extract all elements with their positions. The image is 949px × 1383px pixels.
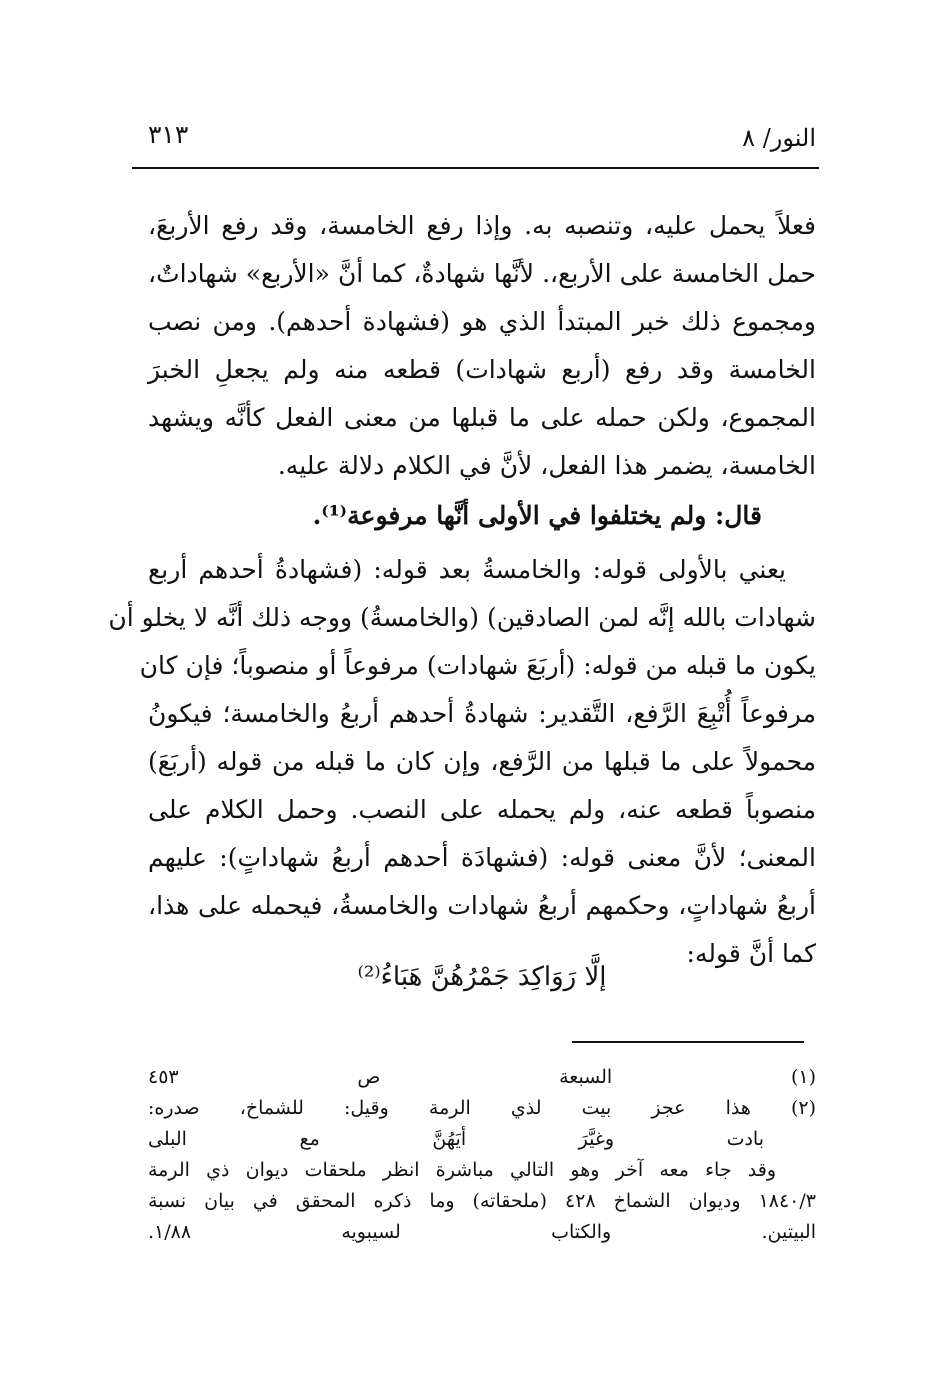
text-line: مرفوعاً أُتْبِعَ الرَّفع، التَّقدير: شهادةُ أحدهم أربعُ والخامسة؛ فيكونُ xyxy=(148,699,816,728)
text-line: منصوباً قطعه عنه، ولم يحمله على النصب. وحمل الكلام على xyxy=(148,795,816,824)
footnote-2-text: ١٨٤٠/٣ وديوان الشماخ ٤٢٨ (ملحقاته) وما ذكره المحقق في بيان نسبة xyxy=(148,1190,816,1212)
paragraph-2 xyxy=(108,546,816,978)
footnote-2: (٢) هذا عجز بيت لذي الرمة وقيل: للشماخ، صدره: xyxy=(148,1097,816,1119)
text-line: فعلاً يحمل عليه، وتنصبه به. وإذا رفع الخامسة، وقد رفع الأربعَ، xyxy=(148,211,816,240)
paragraph-1 xyxy=(148,202,816,490)
running-header: النور/ ٨ xyxy=(742,124,816,152)
header-rule xyxy=(132,167,819,169)
page-number: ٣١٣ xyxy=(148,120,189,149)
text-line: المجموع، ولكن حمله على ما قبلها من معنى الفعل كأنَّه ويشهد xyxy=(148,403,816,432)
footnote-2-verse: بادت وغيَّرَ أيَهُنَّ مع البلى xyxy=(148,1128,764,1150)
heading-text: قال: ولم يختلفوا في الأولى أنَّها مرفوعة⁽¹⁾. xyxy=(312,501,762,530)
text-line: أربعُ شهاداتٍ، وحكمهم أربعُ شهادات والخامسةُ، فيحمله على هذا، xyxy=(148,891,816,920)
text-line: المعنى؛ لأنَّ معنى قوله: (فشهادَة أحدهم أربعُ شهاداتٍ): عليهم xyxy=(148,843,816,872)
text-line: يعني بالأولى قوله: والخامسةُ بعد قوله: (فشهادةُ أحدهم أربع xyxy=(148,555,786,584)
footnote-2-text: البيتين. والكتاب لسيبويه ١/٨٨. xyxy=(148,1221,816,1243)
section-heading xyxy=(148,492,816,540)
footnote-2-text: وقد جاء معه آخر وهو التالي مباشرة انظر ملحقات ديوان ذي الرمة xyxy=(148,1159,776,1181)
text-line: كما أنَّ قوله: xyxy=(686,939,816,968)
text-line: شهادات بالله إنَّه لمن الصادقين) (والخامسةُ) ووجه ذلك أنَّه لا يخلو أن xyxy=(108,603,816,632)
footnotes xyxy=(148,1062,816,1248)
text-line: ومجموع ذلك خبر المبتدأ الذي هو (فشهادة أحدهم). ومن نصب xyxy=(148,307,816,336)
text-line: حمل الخامسة على الأربع،. لأنَّها شهادةٌ، كما أنَّ «الأربع» شهاداتٌ، xyxy=(148,259,816,288)
text-line: يكون ما قبله من قوله: (أربَعَ شهادات) مرفوعاً أو منصوباً؛ فإن كان xyxy=(139,651,816,680)
text-line: الخامسة وقد رفع (أربع شهادات) قطعه منه ولم يجعلِ الخبرَ xyxy=(148,355,816,384)
text-line: الخامسة، يضمر هذا الفعل، لأنَّ في الكلام دلالة عليه. xyxy=(277,451,816,480)
text-line: محمولاً على ما قبلها من الرَّفع، وإن كان ما قبله من قوله (أربَعَ) xyxy=(148,747,816,776)
footnote-rule xyxy=(572,1041,804,1043)
poetry-verse: إلَّا رَوَاكِدَ جَمْرُهُنَّ هَبَاءُ⁽²⁾ xyxy=(357,962,607,992)
footnote-1: (١) السبعة ص ٤٥٣ xyxy=(148,1066,816,1088)
